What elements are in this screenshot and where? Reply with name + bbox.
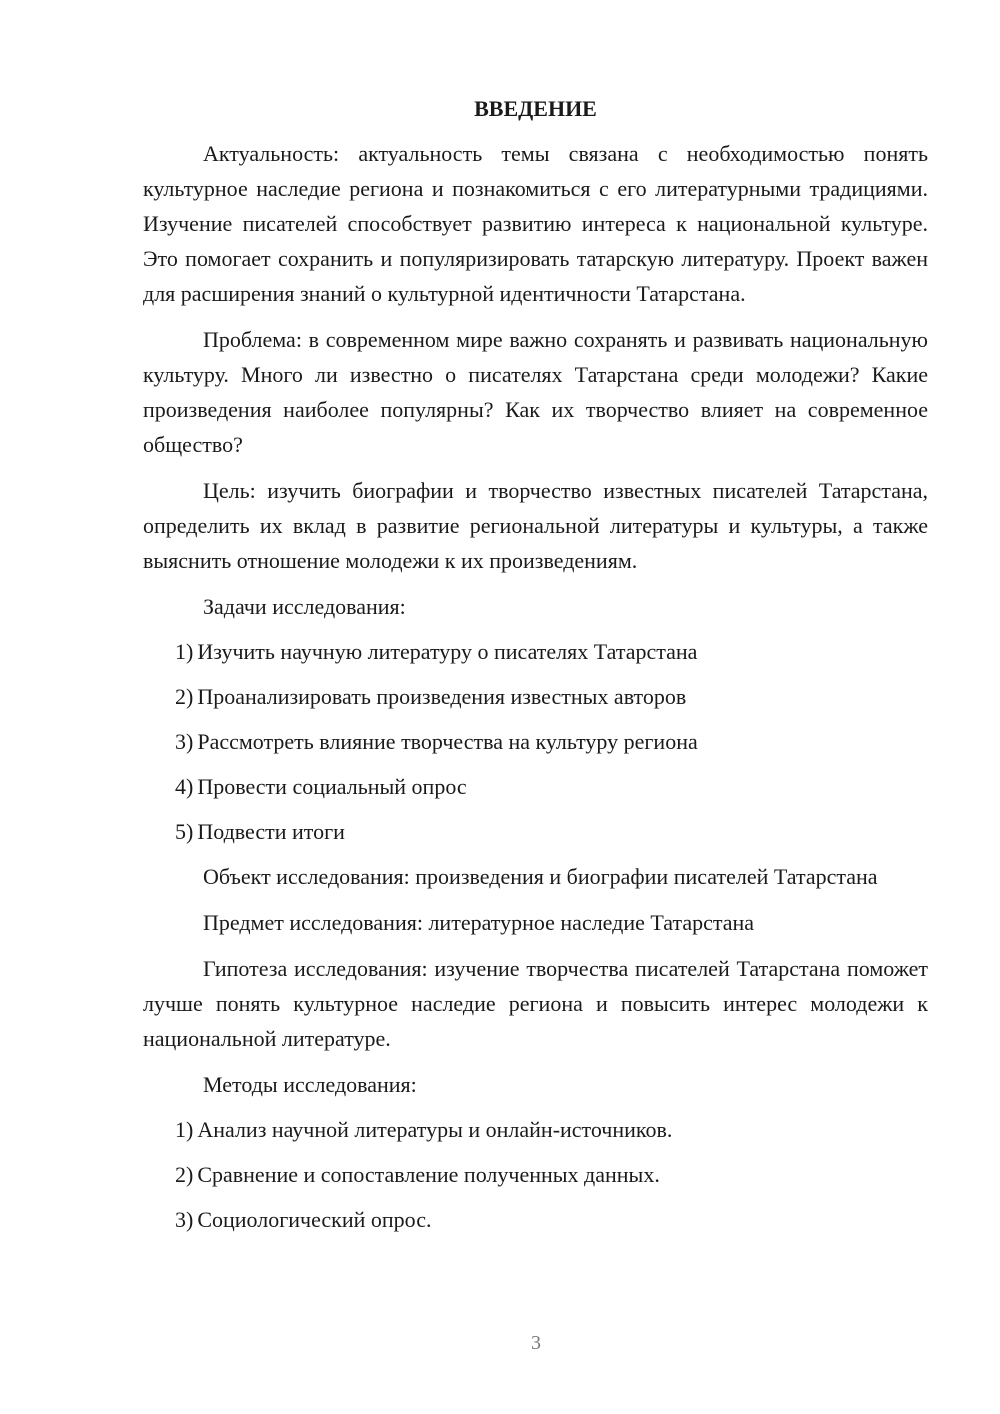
object-paragraph: Объект исследования: произведения и биографии писателей Татарстана <box>203 864 878 889</box>
relevance-paragraph: Актуальность: актуальность темы связана с необходимостью понять культурное наследие региона и познакомиться с его литературными традициями. Изучение писателей способствует развитию интереса к национальной культуре. Это помогает сохранить и популяризировать татарскую литературу. Проект важен для расширения знаний о культурной идентичности Татарстана. <box>143 141 928 306</box>
list-item-number: 3) <box>175 1207 194 1232</box>
list-item-text: Анализ научной литературы и онлайн-источников. <box>197 1117 673 1142</box>
list-item-number: 3) <box>175 729 194 754</box>
goal-paragraph: Цель: изучить биографии и творчество известных писателей Татарстана, определить их вклад в развитие региональной литературы и культуры, а также выяснить отношение молодежи к их произведениям. <box>143 478 928 573</box>
methods-list <box>143 1112 928 1237</box>
list-item <box>143 724 928 759</box>
list-item-number: 2) <box>175 684 194 709</box>
list-item-text: Изучить научную литературу о писателях Татарстана <box>197 639 698 664</box>
list-item <box>143 1157 928 1192</box>
list-item-text: Провести социальный опрос <box>197 774 467 799</box>
list-item-text: Сравнение и сопоставление полученных данных. <box>197 1162 660 1187</box>
list-item-text: Проанализировать произведения известных авторов <box>197 684 687 709</box>
list-item-number: 1) <box>175 639 194 664</box>
list-item-number: 4) <box>175 774 194 799</box>
page-number: 3 <box>531 1332 541 1354</box>
hypothesis-paragraph: Гипотеза исследования: изучение творчества писателей Татарстана поможет лучше понять культурное наследие региона и повысить интерес молодежи к национальной литературе. <box>143 956 928 1051</box>
list-item-text: Социологический опрос. <box>197 1207 432 1232</box>
document-page <box>143 94 928 1247</box>
list-item-number: 5) <box>175 819 194 844</box>
tasks-list <box>143 634 928 849</box>
tasks-heading: Задачи исследования: <box>203 594 406 619</box>
list-item <box>143 634 928 669</box>
subject-paragraph: Предмет исследования: литературное наследие Татарстана <box>203 910 755 935</box>
list-item <box>143 1112 928 1147</box>
methods-heading: Методы исследования: <box>203 1072 417 1097</box>
list-item-text: Подвести итоги <box>197 819 345 844</box>
list-item-number: 2) <box>175 1162 194 1187</box>
list-item-text: Рассмотреть влияние творчества на культуру региона <box>197 729 698 754</box>
list-item <box>143 769 928 804</box>
list-item <box>143 679 928 714</box>
list-item <box>143 814 928 849</box>
list-item-number: 1) <box>175 1117 194 1142</box>
page-title: ВВЕДЕНИЕ <box>474 96 597 121</box>
list-item <box>143 1202 928 1237</box>
problem-paragraph: Проблема: в современном мире важно сохранять и развивать национальную культуру. Много ли известно о писателях Татарстана среди молодежи? Какие произведения наиболее популярны? Как их творчество влияет на современное общество? <box>143 327 928 457</box>
